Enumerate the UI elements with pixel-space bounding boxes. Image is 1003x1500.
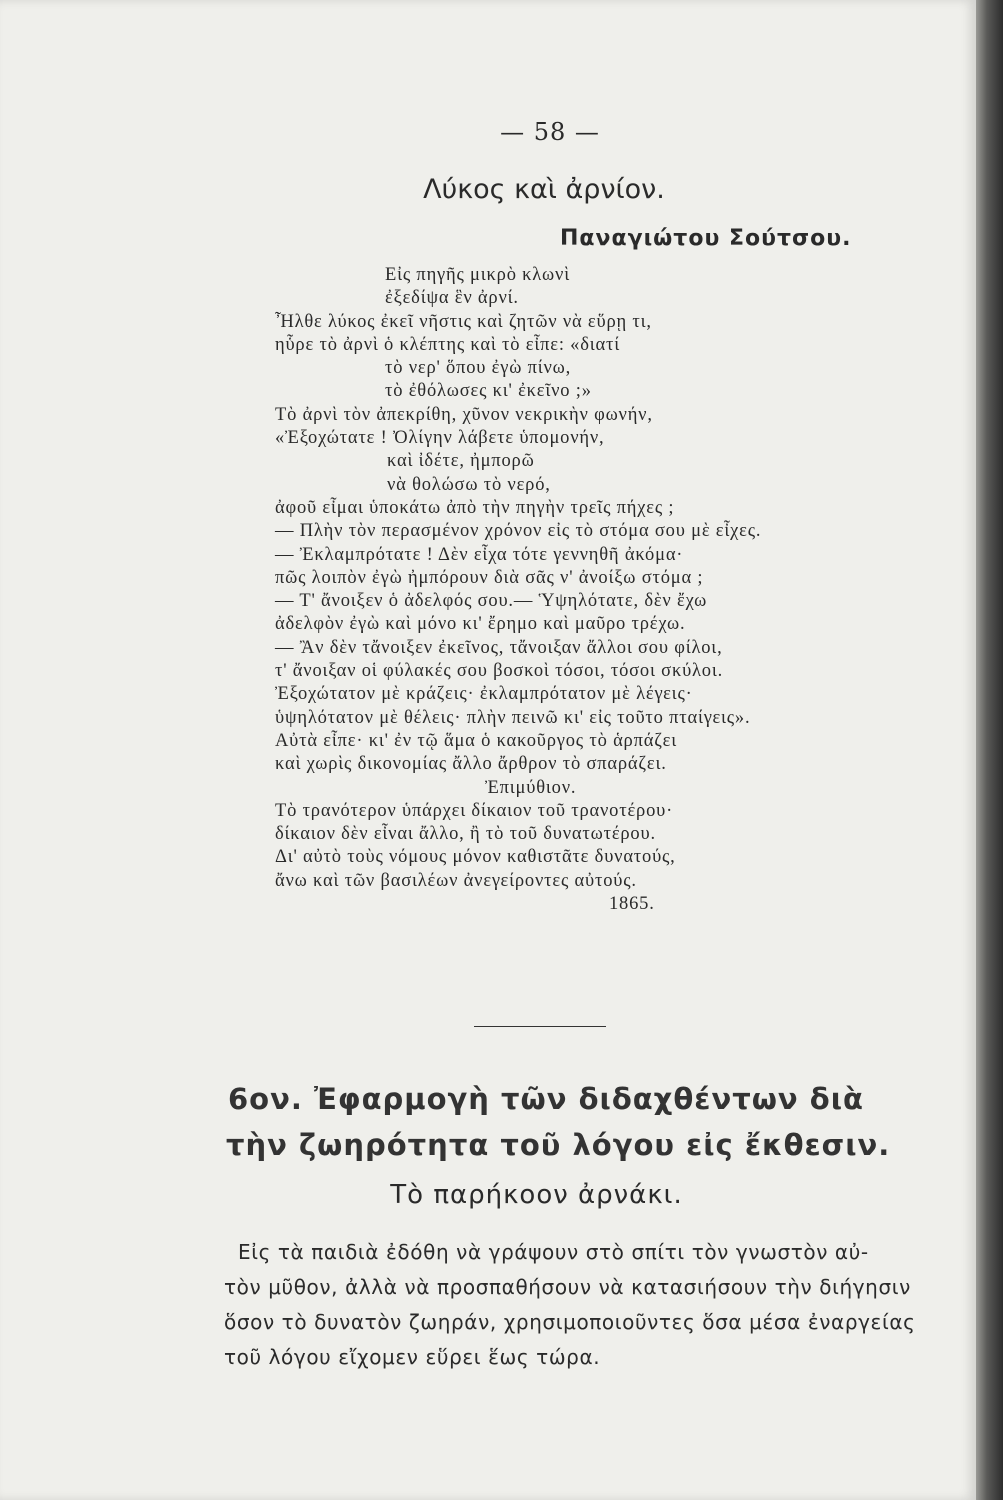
section-subtitle: Τὸ παρήκοον ἀρνάκι.	[390, 1180, 683, 1210]
poem-line: — Ἐκλαμπρότατε ! Δὲν εἶχα τότε γεννηθῆ ἀκόμα·	[275, 544, 684, 565]
poem-title: Λύκος καὶ ἀρνίον.	[423, 174, 665, 205]
poem-line: — Πλὴν τὸν περασμένον χρόνον εἰς τὸ στόμα σου μὲ εἶχες.	[275, 521, 762, 542]
poem-line: Ἐπιμύθιον.	[485, 777, 577, 798]
poem-line: Τὸ τρανότερον ὑπάρχει δίκαιον τοῦ τρανοτέρου·	[275, 800, 674, 821]
poem-line: τὸ νερ' ὅπου ἐγὼ πίνω,	[385, 358, 572, 379]
page-edge-shadow	[976, 0, 1003, 1500]
poem-line: ἐξεδίψα ἓν ἀρνί.	[385, 288, 519, 309]
section-heading-line-1: 6ον. Ἐφαρμογὴ τῶν διδαχθέντων διὰ	[228, 1082, 864, 1116]
poem-line: καὶ χωρὶς δικονομίας ἄλλο ἄρθρον τὸ σπαράζει.	[275, 754, 667, 775]
poem-line: καὶ ἰδέτε, ἠμπορῶ	[387, 451, 535, 472]
section-heading-line-2: τὴν ζωηρότητα τοῦ λόγου εἰς ἔκθεσιν.	[226, 1128, 891, 1162]
poem-line: — Τ' ἄνοιξεν ὁ ἀδελφός σου.— Ὑψηλότατε, δὲν ἔχω	[275, 591, 708, 612]
poem-line: ἀδελφὸν ἐγὼ καὶ μόνο κι' ἔρημο καὶ μαῦρο τρέχω.	[275, 614, 686, 635]
poem-line: Ἐξοχώτατον μὲ κράζεις· ἐκλαμπρότατον μὲ λέγεις·	[275, 684, 693, 705]
section-divider	[474, 1026, 606, 1027]
poem-line: ὑψηλότατον μὲ θέλεις· πλὴν πεινῶ κι' εἰς τοῦτο πταίγεις».	[275, 707, 751, 728]
section-heading	[226, 1076, 926, 1168]
paragraph-line: ὅσον τὸ δυνατὸν ζωηράν, χρησιμοποιοῦντες ὅσα μέσα ἐναργείας	[224, 1310, 916, 1334]
poem-line: πῶς λοιπὸν ἐγὼ ἠμπόρουν διὰ σᾶς ν' ἀνοίξω στόμα ;	[275, 567, 704, 588]
poem-line: νὰ θολώσω τὸ νερό,	[387, 474, 551, 495]
poem-line: — Ἂν δὲν τἄνοιξεν ἐκεῖνος, τἄνοιξαν ἄλλοι σου φίλοι,	[275, 637, 723, 658]
poem-line: ἀφοῦ εἶμαι ὑποκάτω ἀπὸ τὴν πηγὴν τρεῖς πήχες ;	[275, 497, 675, 518]
poem-line: Εἰς πηγῆς μικρὸ κλωνὶ	[385, 265, 570, 285]
poem-line: Δι' αὐτὸ τοὺς νόμους μόνον καθιστᾶτε δυνατούς,	[275, 847, 676, 868]
body-paragraph	[224, 1235, 924, 1375]
poem-author: Παναγιώτου Σούτσου.	[560, 226, 852, 251]
paragraph-line: τὸν μῦθον, ἀλλὰ νὰ προσπαθήσουν νὰ κατασιήσουν τὴν διήγησιν	[224, 1275, 911, 1299]
poem-line: 1865.	[609, 894, 655, 915]
poem-line: ἄνω καὶ τῶν βασιλέων ἀνεγείροντες αὐτούς.	[275, 870, 637, 891]
paragraph-line: τοῦ λόγου εἴχομεν εὕρει ἕως τώρα.	[224, 1345, 601, 1369]
poem-line: τ' ἄνοιξαν οἱ φύλακές σου βοσκοὶ τόσοι, τόσοι σκύλοι.	[275, 661, 724, 682]
poem-line: τὸ ἐθόλωσες κι' ἐκεῖνο ;»	[385, 381, 592, 402]
poem-line: ηὗρε τὸ ἀρνὶ ὁ κλέπτης καὶ τὸ εἶπε: «διατί	[275, 334, 621, 355]
poem-line: δίκαιον δὲν εἶναι ἄλλο, ἢ τὸ τοῦ δυνατωτέρου.	[275, 824, 656, 845]
poem-line: «Ἐξοχώτατε ! Ὀλίγην λάβετε ὑπομονήν,	[275, 428, 605, 449]
poem-line: Ἦλθε λύκος ἐκεῖ νῆστις καὶ ζητῶν νὰ εὕρῃ τι,	[275, 311, 652, 332]
poem-line: Τὸ ἀρνὶ τὸν ἀπεκρίθη, χῦνον νεκρικὴν φωνήν,	[275, 404, 653, 425]
poem-body	[275, 264, 761, 916]
paragraph-line: Εἰς τὰ παιδιὰ ἐδόθη νὰ γράψουν στὸ σπίτι τὸν γνωστὸν αὐ-	[238, 1240, 869, 1264]
poem-line: Αὐτὰ εἶπε· κι' ἐν τῷ ἅμα ὁ κακοῦργος τὸ ἁρπάζει	[275, 730, 678, 751]
page-number: — 58 —	[500, 118, 600, 146]
